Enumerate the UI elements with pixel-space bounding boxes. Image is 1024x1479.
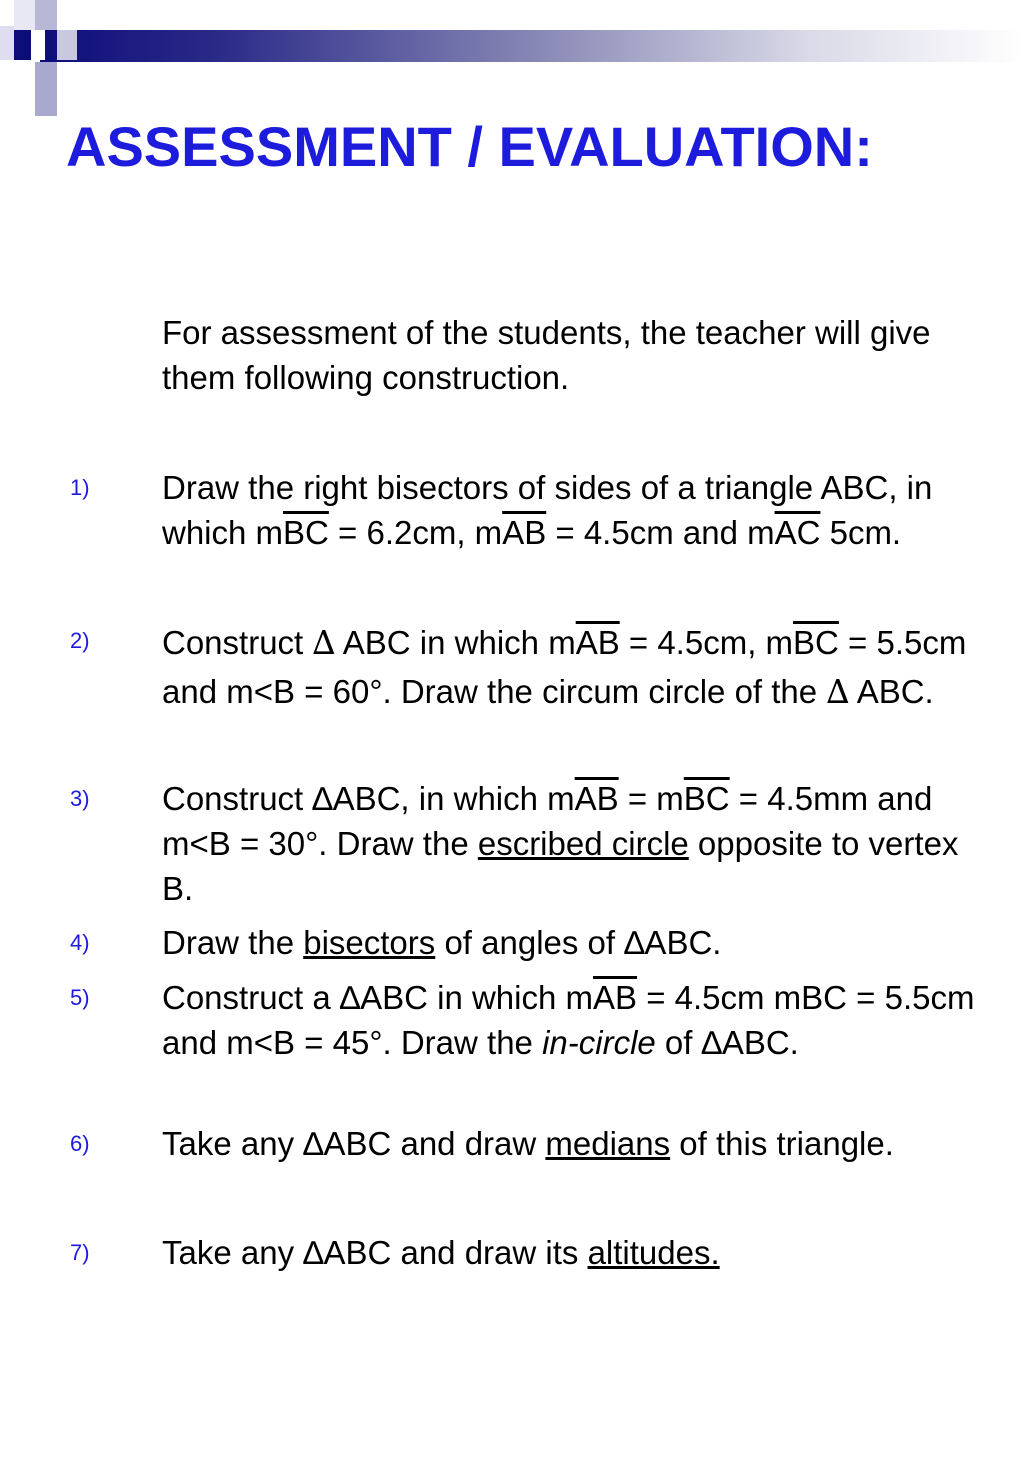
item-text-segment: opposite to vertex B. [162,825,959,907]
item-text-segment: ABC in which m [335,624,576,661]
item-text-segment: = 6.2cm, m [328,514,503,551]
segment-ac: $\overline{AC}$ [774,514,821,551]
segment-bc: $\overline{BC}$ [283,514,329,551]
item-number: 5) [70,985,90,1010]
segment-ab: $\overline{AB}$ [574,780,619,817]
item-text [162,465,992,555]
item-text [162,1121,992,1166]
item-number: 3) [70,786,90,811]
header-square [35,62,57,116]
item-text-segment: Construct ∆ABC, in which m [162,780,575,817]
item-text-segment: of ∆ABC. [655,1024,799,1061]
intro-paragraph: For assessment of the students, the teacher will give them following construction. [162,314,931,396]
header-square [0,0,14,26]
item-text-segment: = 4.5cm and m [546,514,775,551]
item-text [162,920,992,965]
item-number: 2) [70,628,90,653]
item-text-segment: ABC. [849,673,934,710]
item-number: 6) [70,1131,90,1156]
header-square [14,30,31,60]
item-number: 1) [70,475,90,500]
term-escribed-circle: escribed circle [477,825,689,862]
header-square [31,30,45,60]
item-text-segment: Take any ∆ABC and draw its [162,1234,588,1271]
segment-bc: $\overline{BC}$ [793,624,839,661]
item-text-segment: Draw the [162,924,304,961]
segment-ab: $\overline{AB}$ [502,514,547,551]
item-text-segment: = 5.5cm and m<B = 60°. Draw the circum circle of the [162,624,967,710]
item-text-segment: Take any ∆ABC and draw [162,1125,546,1162]
header-square [35,0,57,30]
item-number: 4) [70,930,90,955]
item-text-segment: = 4.5mm and m<B = 30°. Draw the [162,780,933,862]
page-title: ASSESSMENT / EVALUATION: [66,115,873,178]
item-text-segment: = 4.5cm, m [619,624,794,661]
item-text [162,1230,992,1275]
item-text [162,618,992,716]
header-square [0,62,35,116]
header-gradient-bar [40,30,1024,62]
triangle-symbol: ∆ [826,672,850,711]
item-number: 7) [70,1240,90,1265]
term-altitudes: altitudes. [587,1234,720,1271]
item-text-segment: Construct a ∆ABC in which m [162,979,593,1016]
item-text-segment: of this triangle. [670,1125,894,1162]
item-text-segment: Construct [162,624,313,661]
triangle-symbol: ∆ [312,623,336,662]
term-bisectors: bisectors [303,924,436,961]
item-text [162,975,992,1065]
segment-bc: $\overline{BC}$ [683,780,730,817]
segment-ab: $\overline{AB}$ [575,624,620,661]
item-text-segment: = m [618,780,684,817]
term-medians: medians [545,1125,671,1162]
header-square [57,30,77,60]
item-text-segment: = 4.5cm mBC = 5.5cm and m<B = 45°. Draw the [162,979,975,1061]
header-square [0,26,14,60]
segment-ab: $\overline{AB}$ [593,979,638,1016]
item-text-segment: Draw the right bisectors of sides of a triangle ABC, in which m [162,469,933,551]
term-in-circle: in-circle [542,1024,656,1061]
item-text [162,776,992,911]
item-text-segment: 5cm. [820,514,902,551]
item-text-segment: of angles of ∆ABC. [435,924,722,961]
header-square [14,0,35,30]
